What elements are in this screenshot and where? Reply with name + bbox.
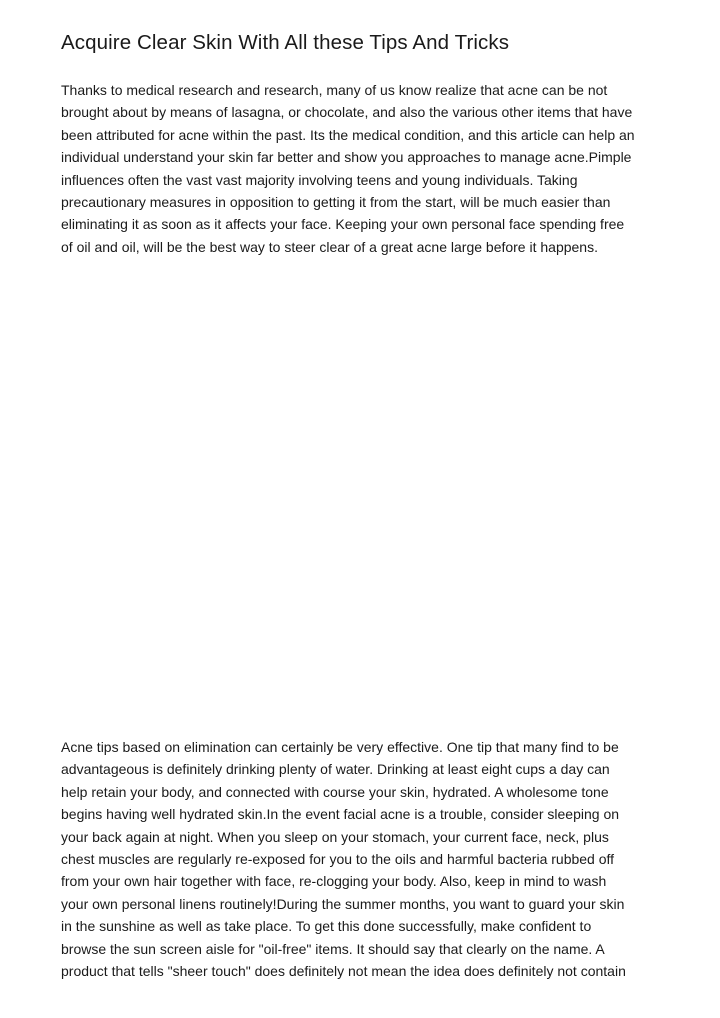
text-line: individual understand your skin far better and show you approaches to manage acne.Pimple [61,149,632,166]
text-line: Thanks to medical research and research, many of us know realize that acne can be not [61,82,608,98]
text-line: your back again at night. When you sleep on your stomach, your current face, neck, plus [61,828,609,845]
text-line: help retain your body, and connected with course your skin, hydrated. A wholesome tone [61,783,609,800]
text-line: in the sunshine as well as take place. To get this done successfully, make confident to [61,918,592,935]
text-line: of oil and oil, will be the best way to steer clear of a great acne large before it happens. [61,238,598,255]
text-line: advantageous is definitely drinking plenty of water. Drinking at least eight cups a day can [61,761,610,778]
paragraph-acne-tips [61,736,661,982]
text-line: from your own hair together with face, re-clogging your body. Also, keep in mind to wash [61,873,607,890]
page-title: Acquire Clear Skin With All these Tips And Tricks [61,31,510,54]
text-line: product that tells "sheer touch" does definitely not mean the idea does definitely not contain [61,963,626,980]
text-line: your own personal linens routinely!During the summer months, you want to guard your skin [61,895,625,912]
text-line: chest muscles are regularly re-exposed for you to the oils and harmful bacteria rubbed off [61,851,615,868]
text-line: influences often the vast vast majority involving teens and young individuals. Taking [61,171,578,188]
text-line: begins having well hydrated skin.In the event facial acne is a trouble, consider sleeping on [61,806,620,823]
paragraph-intro [61,79,661,258]
text-line: been attributed for acne within the past. Its the medical condition, and this article can help an [61,126,635,143]
text-line: eliminating it as soon as it affects your face. Keeping your own personal face spending free [61,216,625,233]
text-line: browse the sun screen aisle for "oil-free" items. It should say that clearly on the name. A [61,940,605,957]
text-line: brought about by means of lasagna, or chocolate, and also the various other items that have [61,104,633,121]
text-line: Acne tips based on elimination can certainly be very effective. One tip that many find to be [61,739,619,755]
text-line: precautionary measures in opposition to getting it from the start, will be much easier than [61,194,611,211]
